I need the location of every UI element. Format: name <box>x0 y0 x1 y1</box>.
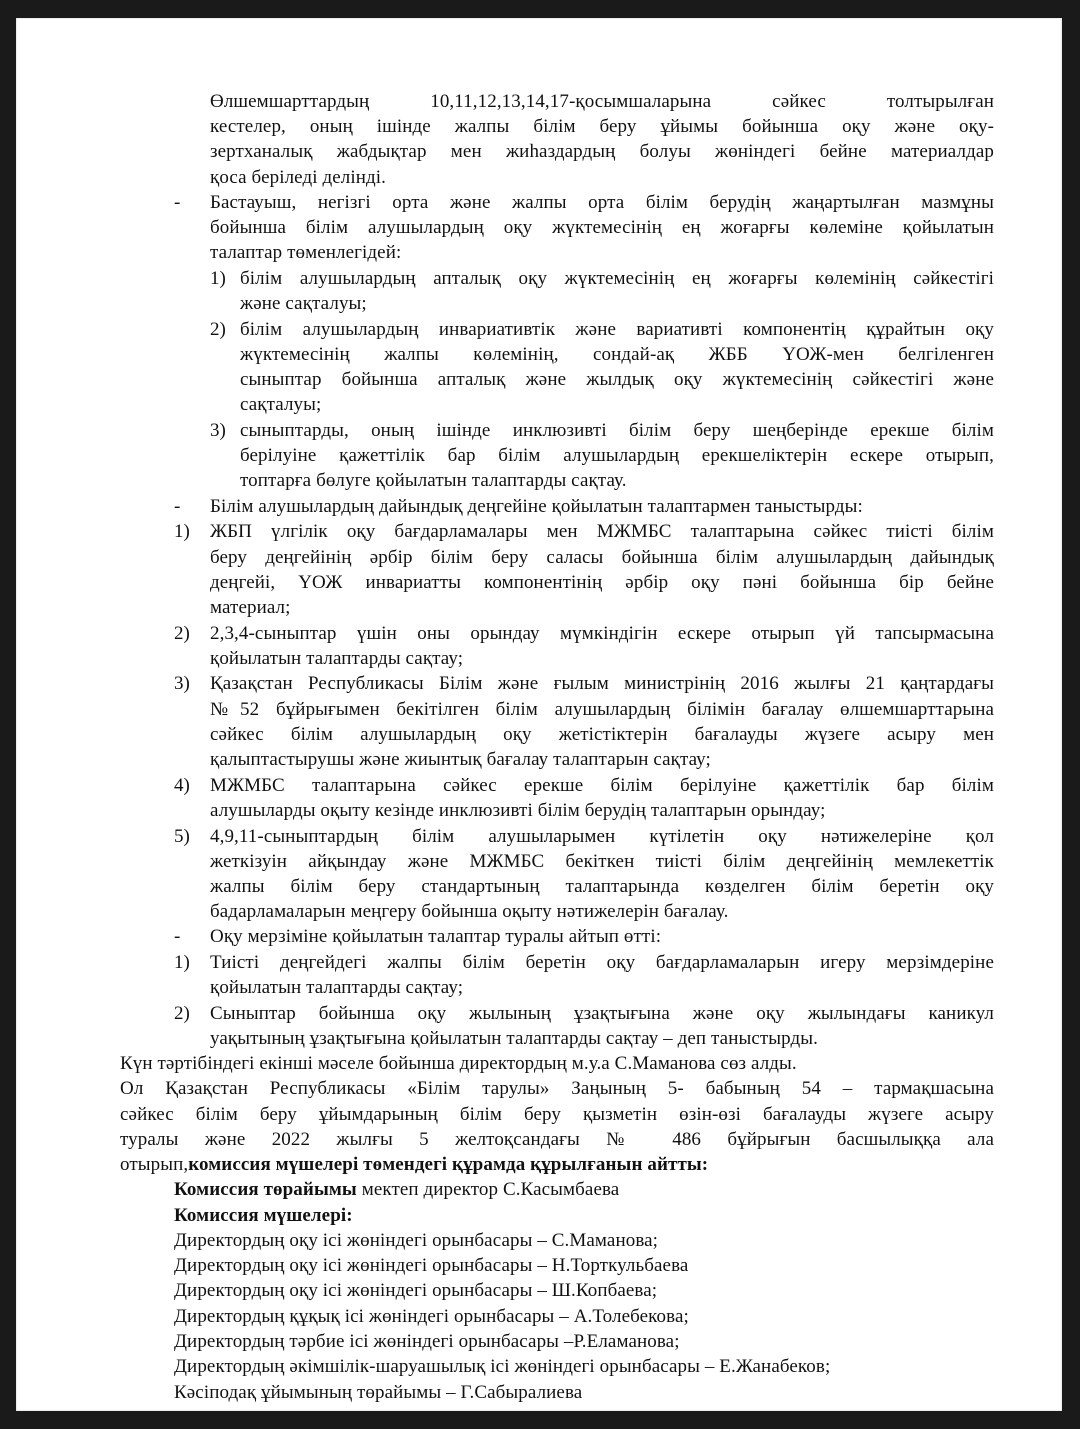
text-line: зертханалық жабдықтар мен жиһаздардың болуы жөніндегі бейне материалдар <box>210 141 994 162</box>
text-line: деңгейі, ҮОЖ инвариатты компонентінің әрбір оқу пәні бойынша бір бейне <box>210 572 994 593</box>
text-line: бадарламаларын меңгеру бойынша оқыту нәтижелерін бағалау. <box>210 901 729 922</box>
text-line: берілуіне қажеттілік бар білім алушылардың ерекшеліктерін ескере отырып, <box>240 445 994 466</box>
list-number: 3) <box>174 673 190 694</box>
text-line: және сақталуы; <box>240 293 367 314</box>
member-line: Директордың оқу ісі жөніндегі орынбасары – Н.Торткульбаева <box>174 1255 689 1276</box>
text-line: 4,9,11-сыныптардың білім алушыларымен күтілетін оқу нәтижелеріне қол <box>210 826 994 847</box>
text-line: Ол Қазақстан Республикасы «Білім тарулы» Заңының 5- бабының 54 – тармақшасына <box>120 1078 994 1099</box>
text-line: уақытының ұзақтығына қойылатын талаптарды сақтау – деп таныстырды. <box>210 1028 818 1049</box>
dash-marker: - <box>174 496 181 517</box>
text-line: сыныптарды, оның ішінде инклюзивті білім беру шеңберінде ерекше білім <box>240 420 994 441</box>
list-number: 5) <box>174 826 190 847</box>
commission-chair <box>174 1178 619 1202</box>
text-line: талаптар төменлегідей: <box>210 242 402 263</box>
member-line: Директордың оқу ісі жөніндегі орынбасары – С.Маманова; <box>174 1230 659 1251</box>
member-line: Директордың тәрбие ісі жөніндегі орынбасары –Р.Еламанова; <box>174 1331 680 1352</box>
list-number: 2) <box>174 623 190 644</box>
text-line: ЖБП үлгілік оқу бағдарламалары мен МЖМБС талаптарына сәйкес тиісті білім <box>210 521 994 542</box>
text-line: алушыларды оқыту кезінде инклюзивті білім берудің талаптарын орындау; <box>210 800 826 821</box>
text-line: 2,3,4-сыныптар үшін оны орындау мүмкіндігін ескере отырып үй тапсырмасына <box>210 623 994 644</box>
text-fragment: мектеп директор С.Касымбаева <box>356 1179 620 1200</box>
text-line: Өлшемшарттардың 10,11,12,13,14,17-қосымшаларына сәйкес толтырылған <box>210 91 994 112</box>
bold-label: Комиссия төрайымы <box>174 1179 357 1200</box>
list-number: 3) <box>210 420 226 441</box>
text-line: сәйкес білім алушылардың оқу жетістіктерін бағалауды жүзеге асыру мен <box>210 724 994 745</box>
text-line: Тиісті деңгейдегі жалпы білім беретін оқу бағдарламаларын игеру мерзімдеріне <box>210 952 994 973</box>
text-line: №52 бұйрығымен бекітілген білім алушылардың білімін бағалау өлшемшарттарына <box>210 699 994 720</box>
list-number: 1) <box>210 268 226 289</box>
text-line: кестелер, оның ішінде жалпы білім беру ұйымы бойынша оқу және оқу- <box>210 116 994 137</box>
list-number: 1) <box>174 952 190 973</box>
text-line <box>120 1153 708 1177</box>
text-line: сақталуы; <box>240 394 322 415</box>
text-line: МЖМБС талаптарына сәйкес ерекше білім берілуіне қажеттілік бар білім <box>210 775 994 796</box>
text-line: жалпы білім беру стандартының талаптарында көзделген білім беретін оқу <box>210 876 994 897</box>
commission-members-heading: Комиссия мүшелері: <box>174 1205 353 1226</box>
text-fragment: отырып, <box>120 1154 189 1175</box>
member-line: Кәсіподақ ұйымының төрайымы – Г.Сабыралиева <box>174 1382 583 1403</box>
member-line: Директордың оқу ісі жөніндегі орынбасары – Ш.Копбаева; <box>174 1280 658 1301</box>
text-line: қойылатын талаптарды сақтау; <box>210 977 464 998</box>
text-line: Оқу мерзіміне қойылатын талаптар туралы айтып өтті: <box>210 926 662 947</box>
text-line: білім алушылардың апталық оқу жүктемесінің ең жоғарғы көлемінің сәйкестігі <box>240 268 994 289</box>
list-number: 2) <box>174 1003 190 1024</box>
text-line: Бастауыш, негізгі орта және жалпы орта білім берудің жаңартылған мазмұны <box>210 192 994 213</box>
text-line: қойылатын талаптарды сақтау; <box>210 648 464 669</box>
text-line: топтарға бөлуге қойылатын талаптарды сақтау. <box>240 470 627 491</box>
text-line: қалыптастырушы және жиынтық бағалау талаптарын сақтау; <box>210 749 711 770</box>
text-line: Сыныптар бойынша оқу жылының ұзақтығына және оқу жылындағы каникул <box>210 1003 994 1024</box>
list-number: 4) <box>174 775 190 796</box>
member-line: Директордың құқық ісі жөніндегі орынбасары – А.Толебекова; <box>174 1306 689 1327</box>
text-line: жеткізуін айқындау және МЖМБС бекіткен тиісті білім деңгейінің мемлекеттік <box>210 851 994 872</box>
text-line: Күн тәртібіндегі екінші мәселе бойынша директордың м.у.а С.Маманова сөз алды. <box>120 1053 797 1074</box>
bold-text: комиссия мүшелері төмендегі құрамда құрылғанын айтты: <box>188 1154 709 1175</box>
text-line: қоса беріледі делінді. <box>210 167 386 188</box>
text-line: білім алушылардың инвариативтік және вариативті компонентің құрайтын оқу <box>240 319 994 340</box>
text-line: Қазақстан Республикасы Білім және ғылым министрінің 2016 жылғы 21 қаңтардағы <box>210 673 994 694</box>
member-line: Директордың әкімшілік-шаруашылық ісі жөніндегі орынбасары – Е.Жанабеков; <box>174 1356 831 1377</box>
text-line: сыныптар бойынша апталық және жылдық оқу жүктемесінің сәйкестігі және <box>240 369 994 390</box>
text-line: беру деңгейінің әрбір білім беру саласы бойынша білім алушылардың дайындық <box>210 547 994 568</box>
text-line: жүктемесінің жалпы көлемінің, сондай-ақ ЖББ ҮОЖ-мен белгіленген <box>240 344 994 365</box>
list-number: 1) <box>174 521 190 542</box>
text-line: сәйкес білім беру ұйымдарының білім беру қызметін өзін-өзі бағалауды жүзеге асыру <box>120 1104 994 1125</box>
text-line: туралы және 2022 жылғы 5 желтоқсандағы № 486 бұйрығын басшылыққа ала <box>120 1129 994 1150</box>
text-line: материал; <box>210 597 291 618</box>
list-number: 2) <box>210 319 226 340</box>
document-body <box>16 18 1062 1411</box>
text-line: бойынша білім алушылардың оқу жүктемесінің ең жоғарғы көлеміне қойылатын <box>210 217 994 238</box>
dash-marker: - <box>174 926 181 947</box>
text-line: Білім алушылардың дайындық деңгейіне қойылатын талаптармен таныстырды: <box>210 496 863 517</box>
dash-marker: - <box>174 192 181 213</box>
document-page <box>16 18 1062 1411</box>
